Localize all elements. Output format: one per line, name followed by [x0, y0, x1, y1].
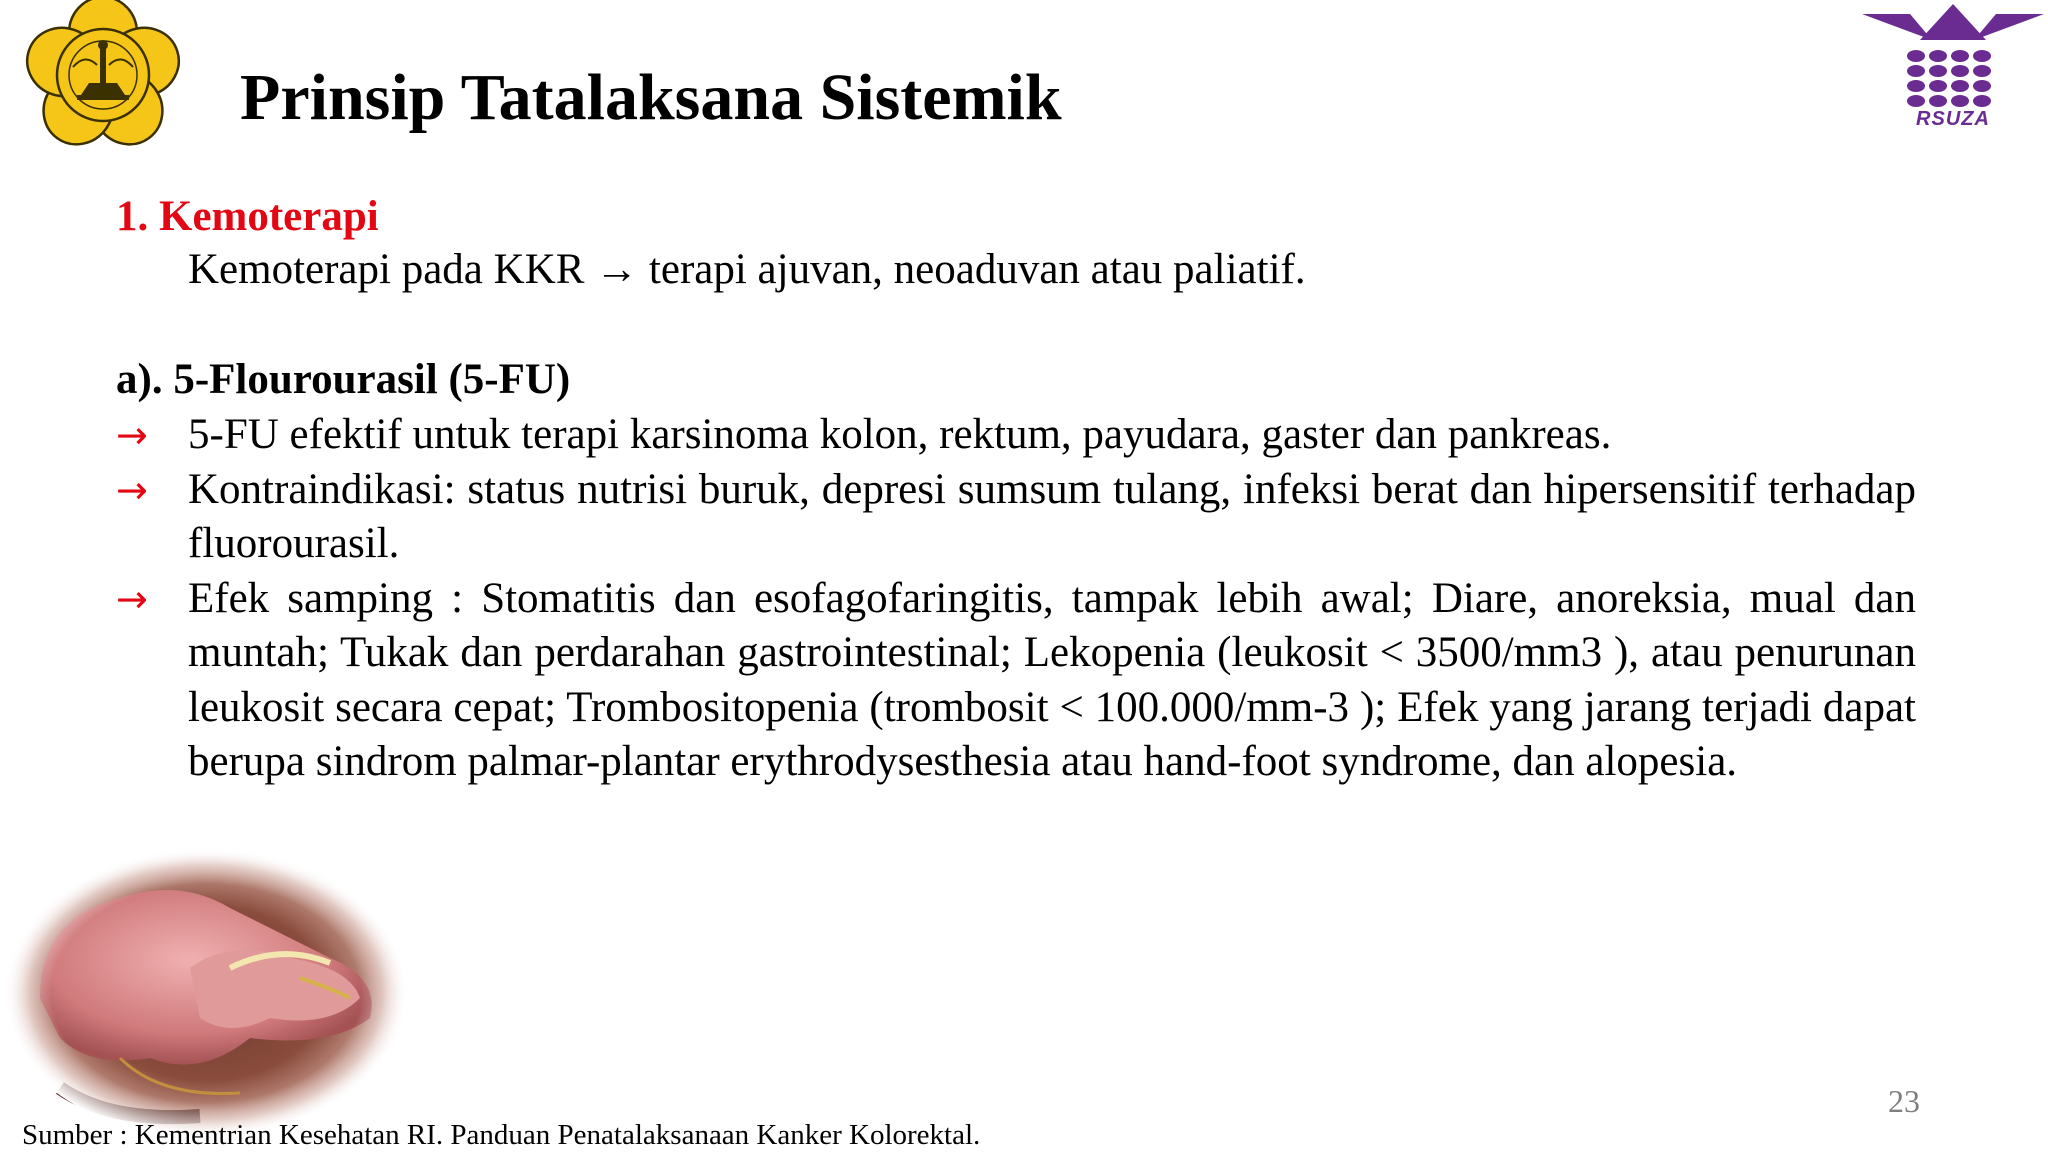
source-citation: Sumber : Kementrian Kesehatan RI. Panduan Penatalaksanaan Kanker Kolorektal.: [22, 1119, 981, 1151]
bullet-text: 5-FU efektif untuk terapi karsinoma kolon, rektum, payudara, gaster dan pankreas.: [188, 411, 1612, 458]
arrow-right-icon: →: [116, 576, 148, 621]
bullet-item: [116, 572, 1916, 790]
slide-title: Prinsip Tatalaksana Sistemik: [240, 61, 1062, 134]
bullet-item: [116, 463, 1916, 572]
university-emblem-icon: [0, 0, 210, 150]
sub-heading: a). 5-Flourourasil (5-FU): [116, 356, 571, 403]
intro-text: Kemoterapi pada KKR → terapi ajuvan, neoaduvan atau paliatif.: [188, 246, 1306, 293]
page-number: 23: [1888, 1083, 1920, 1119]
bullet-item: [116, 408, 1916, 463]
bullet-text: Efek samping : Stomatitis dan esofagofaringitis, tampak lebih awal; Diare, anoreksia, mual dan muntah; Tukak dan perdarahan gastrointestinal; Lekopenia (leukosit < 3500/mm3 ), atau penurunan leukosit secara cepat; Trombositopenia (trombosit < 100.000/mm-3 ); Efek yang jarang terjadi dapat berupa sindrom palmar-plantar erythrodysesthesia atau hand-foot syndrome, dan alopesia.: [188, 574, 1916, 785]
bullet-list: [116, 408, 1916, 790]
rsuza-logo-label: RSUZA: [1916, 108, 1990, 130]
arrow-right-icon: →: [116, 413, 148, 457]
endoscopy-image: [0, 848, 412, 1138]
bullet-text: Kontraindikasi: status nutrisi buruk, depresi sumsum tulang, infeksi berat dan hipersensitif terhadap fluorourasil.: [188, 465, 1916, 567]
arrow-right-icon: →: [116, 467, 148, 512]
section-heading: 1. Kemoterapi: [116, 193, 379, 240]
